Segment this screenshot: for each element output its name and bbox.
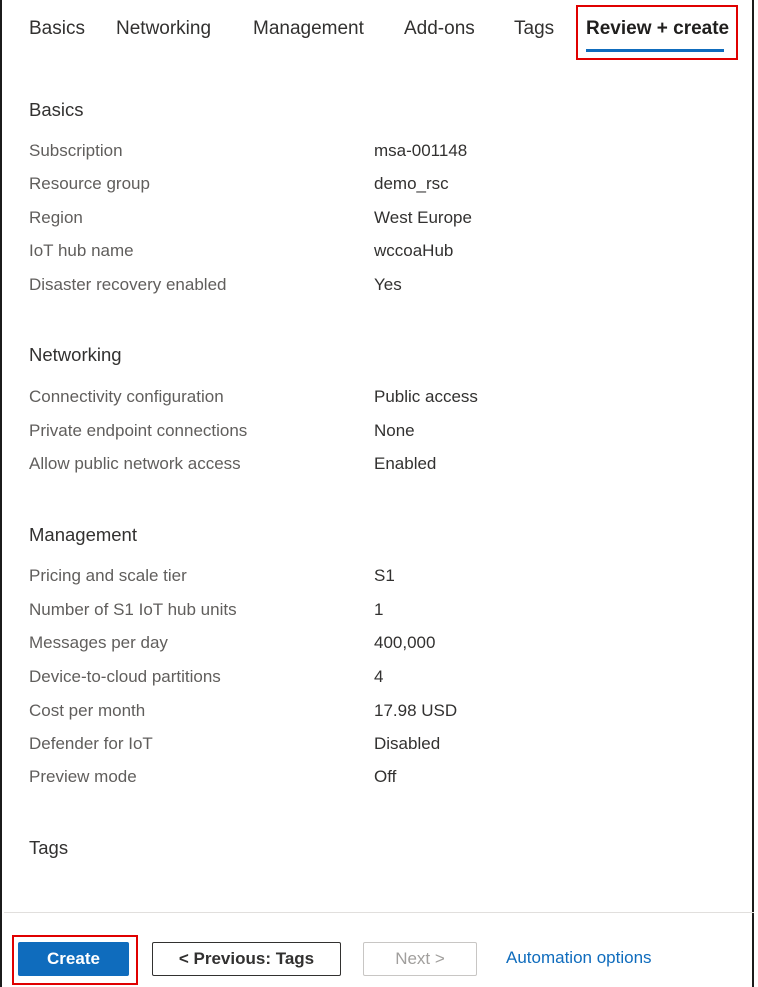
value-cost-per-month: 17.98 USD (374, 701, 458, 720)
value-defender-for-iot: Disabled (374, 734, 441, 753)
active-tab-highlight-box (576, 5, 738, 60)
label-disaster-recovery: Disaster recovery enabled (29, 275, 227, 294)
label-region: Region (29, 208, 83, 227)
label-iot-hub-name: IoT hub name (29, 241, 134, 260)
value-private-endpoint-connections: None (374, 421, 415, 440)
automation-options-link[interactable]: Automation options (506, 948, 652, 967)
wizard-tabs (2, 0, 752, 64)
value-messages-per-day: 400,000 (374, 633, 436, 652)
label-subscription: Subscription (29, 141, 123, 160)
value-preview-mode: Off (374, 767, 397, 786)
value-s1-hub-units: 1 (374, 600, 384, 619)
section-title-basics: Basics (29, 99, 84, 120)
value-device-to-cloud-partitions: 4 (374, 667, 384, 686)
tab-basics[interactable]: Basics (29, 18, 85, 39)
value-disaster-recovery: Yes (374, 275, 402, 294)
label-s1-hub-units: Number of S1 IoT hub units (29, 600, 237, 619)
tab-networking[interactable]: Networking (116, 18, 212, 39)
value-resource-group: demo_rsc (374, 174, 449, 193)
value-iot-hub-name: wccoaHub (374, 241, 454, 260)
tab-add-ons[interactable]: Add-ons (404, 18, 475, 39)
label-preview-mode: Preview mode (29, 767, 137, 786)
footer-divider (4, 912, 754, 913)
value-pricing-scale-tier: S1 (374, 566, 395, 585)
label-cost-per-month: Cost per month (29, 701, 146, 720)
value-region: West Europe (374, 208, 472, 227)
value-connectivity-configuration: Public access (374, 387, 478, 406)
label-pricing-scale-tier: Pricing and scale tier (29, 566, 187, 585)
label-allow-public-network-access: Allow public network access (29, 454, 241, 473)
label-defender-for-iot: Defender for IoT (29, 734, 153, 753)
label-private-endpoint-connections: Private endpoint connections (29, 421, 248, 440)
value-allow-public-network-access: Enabled (374, 454, 437, 473)
tab-tags[interactable]: Tags (514, 18, 555, 39)
create-button[interactable]: Create (18, 942, 129, 976)
label-messages-per-day: Messages per day (29, 633, 168, 652)
previous-tags-button[interactable]: < Previous: Tags (152, 942, 341, 976)
value-subscription: msa-001148 (374, 141, 468, 160)
label-connectivity-configuration: Connectivity configuration (29, 387, 224, 406)
tab-management[interactable]: Management (253, 18, 364, 39)
next-button[interactable]: Next > (363, 942, 477, 976)
section-title-tags: Tags (29, 837, 69, 858)
section-title-management: Management (29, 524, 137, 545)
tab-review-create[interactable]: Review + create (586, 18, 730, 39)
section-title-networking: Networking (29, 344, 122, 365)
label-resource-group: Resource group (29, 174, 150, 193)
label-device-to-cloud-partitions: Device-to-cloud partitions (29, 667, 221, 686)
